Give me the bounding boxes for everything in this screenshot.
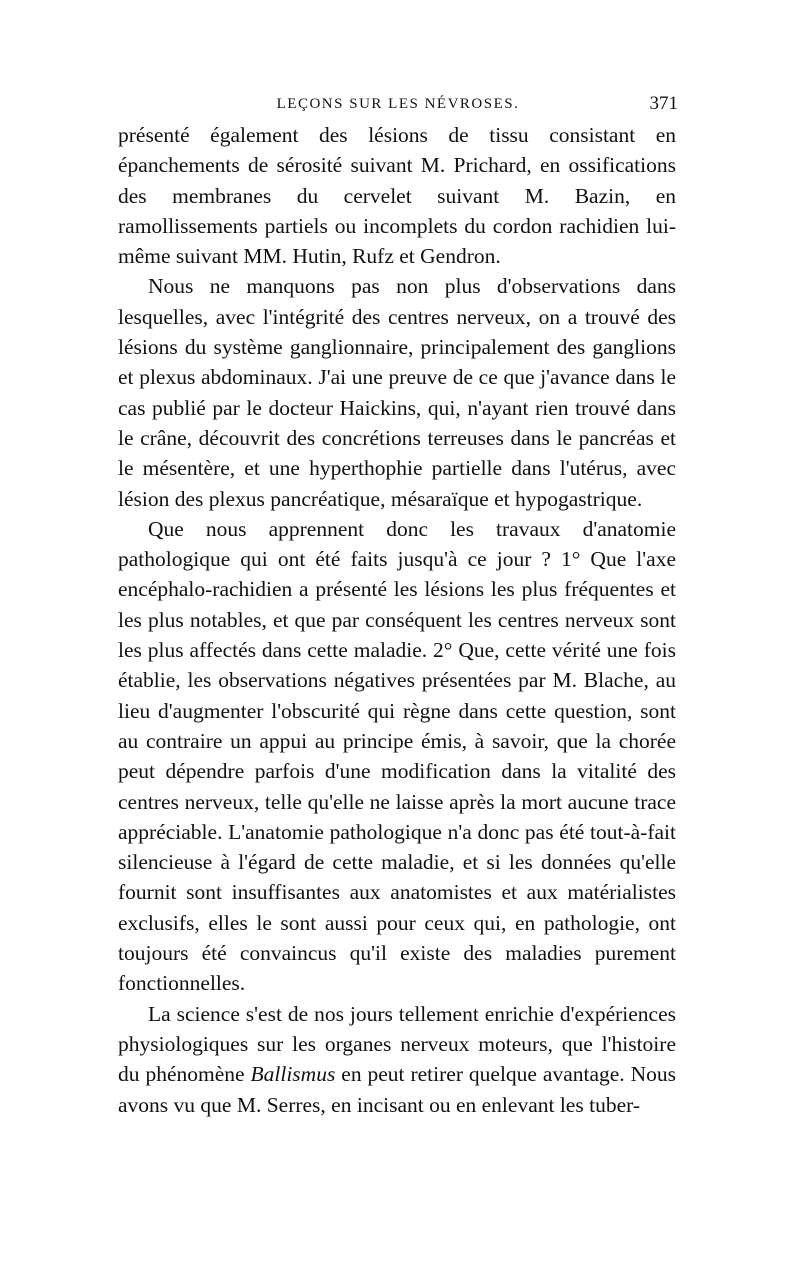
paragraph-2: Nous ne manquons pas non plus d'observations dans lesquelles, avec l'intégrité des centres nerveux, on a trouvé des lésions du système ganglionnaire, principalement des ganglions et plexus abdominaux. J'ai une preuve de ce que j'avance dans le cas publié par le docteur Haickins, qui, n'ayant rien trouvé dans le crâne, découvrit des concrétions terreuses dans le pancréas et le mésentère, et une hyperthophie partielle dans l'utérus, avec lésion des plexus pancréatique, mésaraïque et hypogastrique. — [118, 274, 676, 511]
paragraph-3: Que nous apprennent donc les travaux d'anatomie pathologique qui ont été faits jusqu'à ce jour ? 1° Que l'axe encéphalo-rachidien a présenté les lésions les plus fréquentes et les plus notables, et que par conséquent les centres nerveux sont les plus affectés dans cette maladie. 2° Que, cette vérité une fois établie, les observations négatives présentées par M. Blache, au lieu d'augmenter l'obscurité qui règne dans cette question, sont au contraire un appui au principe émis, à savoir, que la chorée peut dépendre parfois d'une modification dans la vitalité des centres nerveux, telle qu'elle ne laisse après la mort aucune trace appréciable. L'anatomie pathologique n'a donc pas été tout-à-fait silencieuse à l'égard de cette maladie, et si les données qu'elle fournit sont insuffisantes aux anatomistes et aux matérialistes exclusifs, elles le sont aussi pour ceux qui, en pathologie, ont toujours été convaincus qu'il existe des maladies purement fonctionnelles. — [118, 516, 676, 996]
page-number: 371 — [649, 93, 678, 114]
body-text — [118, 120, 676, 1120]
italic-term: Ballismus — [250, 1062, 336, 1087]
paragraph-1: présenté également des lésions de tissu consistant en épanchements de sérosité suivant M. Prichard, en ossifications des membranes du cervelet suivant M. Bazin, en ramollissements partiels ou incomplets du cordon rachidien lui-même suivant MM. Hutin, Rufz et Gendron. — [118, 123, 676, 269]
running-head — [118, 92, 678, 116]
running-title: LEÇONS SUR LES NÉVROSES. — [276, 96, 520, 112]
paragraph-4-start: La science s'est de nos jours tellement enrichie d'expériences physiologiques sur les organes nerveux moteurs, que l'histoire du phénomène — [118, 1001, 676, 1087]
paragraph-4-end: en peut retirer quelque avantage. Nous avons vu que M. Serres, en incisant ou en enlevant les tuber- — [118, 1062, 677, 1117]
paragraph-4 — [118, 999, 676, 1120]
